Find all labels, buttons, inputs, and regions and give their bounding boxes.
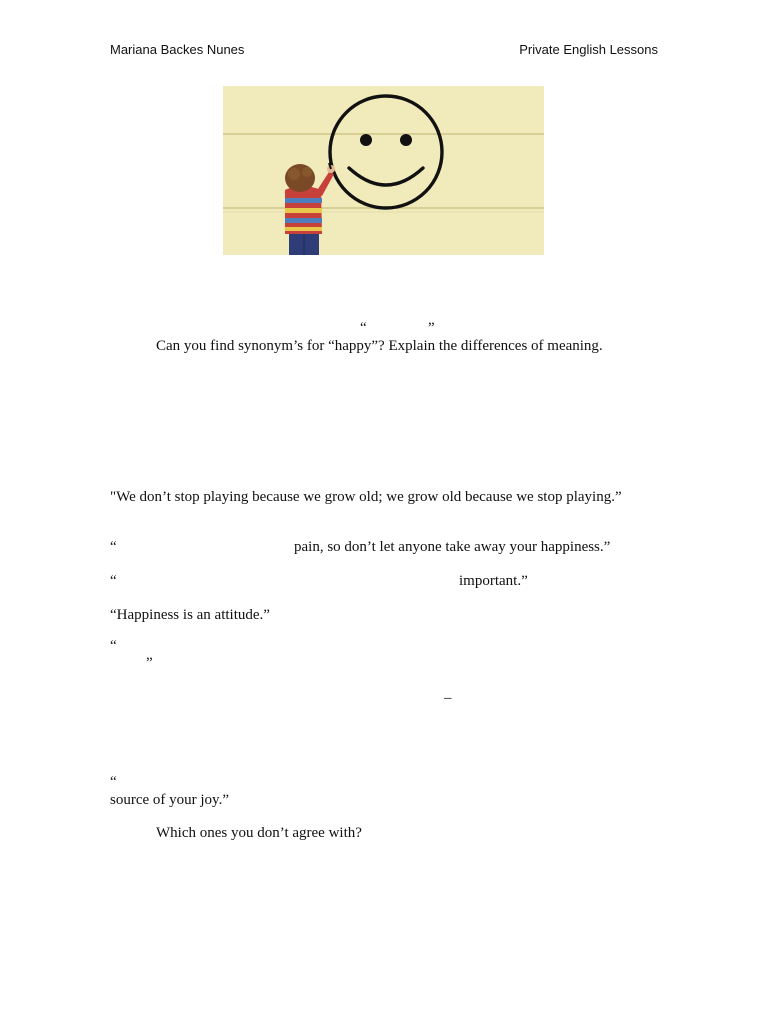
child-shirt-stripe xyxy=(285,208,322,213)
close-quote-mark: ” xyxy=(428,320,435,336)
quote-joy: source of your joy.” xyxy=(110,792,229,808)
child-hair xyxy=(285,164,315,192)
open-quote-mark: “ xyxy=(110,573,117,589)
open-quote-mark: “ xyxy=(110,638,117,654)
open-quote-mark: “ xyxy=(110,539,117,555)
synonym-question: Can you find synonym’s for “happy”? Explain the differences of meaning. xyxy=(156,338,603,354)
child-shirt-stripe xyxy=(285,198,322,203)
child-hair-curl xyxy=(302,167,312,177)
quote-important: important.” xyxy=(459,573,528,589)
child-shirt-stripe xyxy=(285,227,322,231)
header-course: Private English Lessons xyxy=(519,42,658,57)
quote-pain: pain, so don’t let anyone take away your happiness.” xyxy=(294,539,611,555)
hero-image xyxy=(223,86,544,255)
open-quote-mark: “ xyxy=(110,774,117,790)
attribution-dash: – xyxy=(444,690,452,706)
smiley-wall-illustration xyxy=(223,86,544,255)
quote-attitude: “Happiness is an attitude.” xyxy=(110,607,270,623)
smiley-right-eye xyxy=(400,134,412,146)
child-shirt-stripe xyxy=(285,218,322,223)
smiley-left-eye xyxy=(360,134,372,146)
wall-highlight xyxy=(223,86,544,255)
open-quote-mark: “ xyxy=(360,320,367,336)
close-quote-mark: ” xyxy=(146,655,153,671)
child-hair-curl xyxy=(288,168,300,180)
disagree-question: Which ones you don’t agree with? xyxy=(156,825,362,841)
quote-playing: "We don’t stop playing because we grow old; we grow old because we stop playing.” xyxy=(110,489,622,505)
header-author: Mariana Backes Nunes xyxy=(110,42,245,57)
